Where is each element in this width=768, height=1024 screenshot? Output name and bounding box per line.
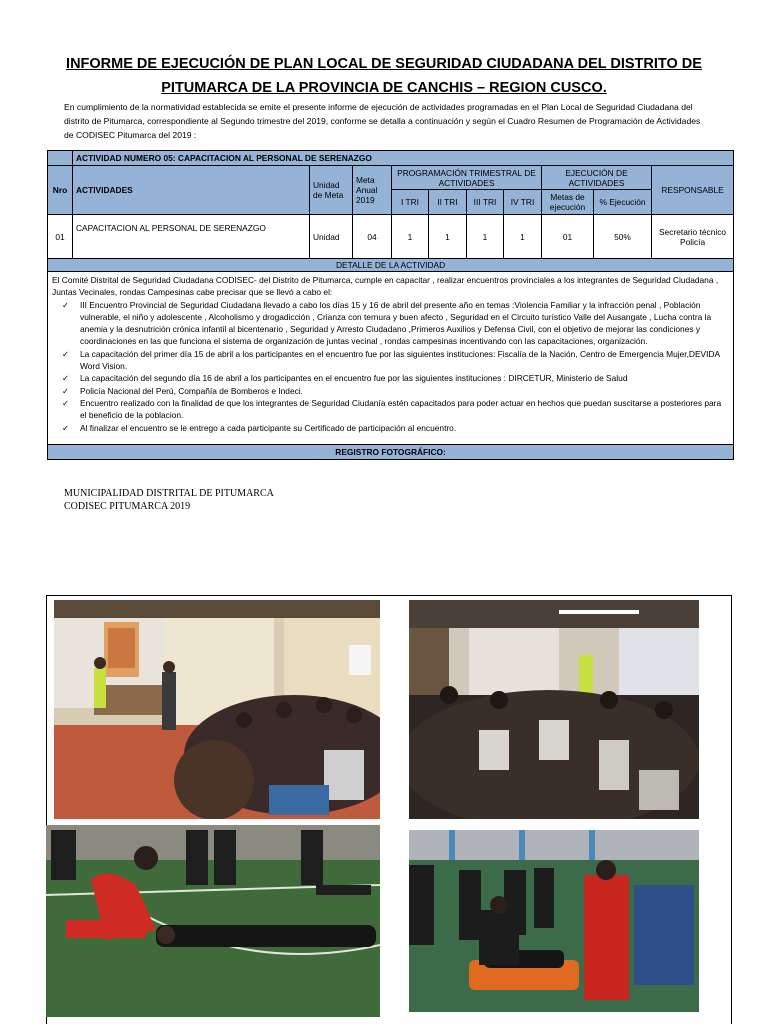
check-icon: ✓ <box>62 348 70 359</box>
detail-list <box>52 299 729 434</box>
col-tri-1: I TRI <box>392 190 429 215</box>
col-tri-2: II TRI <box>429 190 467 215</box>
cell-nro: 01 <box>48 215 73 259</box>
list-item <box>62 372 729 384</box>
check-icon: ✓ <box>62 373 70 384</box>
cell-pct: 50% <box>594 215 652 259</box>
col-ejecucion: EJECUCIÓN DE ACTIVIDADES <box>542 166 652 190</box>
photo-first-aid-demo <box>46 825 380 1017</box>
registro-fotografico: REGISTRO FOTOGRÁFICO: <box>48 444 734 459</box>
col-meta: Meta Anual 2019 <box>353 166 392 215</box>
cell-unidad: Unidad <box>310 215 353 259</box>
list-item-text: La capacitación del primer día 15 de abril a los participantes en el encuentro fue por las siguientes instituciones: Fiscalía de la Nación, Centro de Emergencia Mujer,DEVIDA Word Vision. <box>80 348 720 372</box>
check-icon: ✓ <box>62 397 70 408</box>
detail-intro: El Comité Distrital de Seguridad Ciudadana CODISEC- del Distrito de Pitumarca, cumple en capacitar , realizar encuentros provinciales a los integrantes de Seguridad Ciudadana , Juntas Vecinales, rondas Campesinas cabe precisar que se llevó a cabo el: <box>52 275 719 298</box>
check-icon: ✓ <box>62 299 70 310</box>
list-item <box>62 299 729 348</box>
cell-actividad: CAPACITACION AL PERSONAL DE SERENAZGO <box>73 215 310 259</box>
table-row <box>48 215 734 259</box>
col-pct-ejecucion: % Ejecución <box>594 190 652 215</box>
title-line-2: PITUMARCA DE LA PROVINCIA DE CANCHIS – REGION CUSCO. <box>161 80 607 96</box>
list-item <box>62 348 729 373</box>
col-programacion: PROGRAMACIÓN TRIMESTRAL DE ACTIVIDADES <box>392 166 542 190</box>
col-metas-ejecucion: Metas de ejecución <box>542 190 594 215</box>
detail-body <box>48 272 734 445</box>
list-item <box>62 385 729 397</box>
list-item-text: Encuentro realizado con la finalidad de que los integrantes de Seguridad Ciudanía estén capacitados para poder actuar en hechos que puedan suscitarse a posteriores para el beneficio de la poblacion. <box>80 397 722 421</box>
cell-tri-4: 1 <box>504 215 542 259</box>
cell-tri-3: 1 <box>467 215 504 259</box>
check-icon: ✓ <box>62 422 70 433</box>
title-line-1: INFORME DE EJECUCIÓN DE PLAN LOCAL DE SEGURIDAD CIUDADANA DEL DISTRITO DE <box>66 56 702 72</box>
document-title <box>60 52 708 100</box>
list-item-text: Policía Nacional del Perú, Compañía de Bomberos e Indeci. <box>80 385 303 396</box>
col-actividades: ACTIVIDADES <box>73 166 310 215</box>
cell-metas: 01 <box>542 215 594 259</box>
muni-line-1: MUNICIPALIDAD DISTRITAL DE PITUMARCA <box>64 488 274 499</box>
check-icon: ✓ <box>62 385 70 396</box>
cell-tri-2: 1 <box>429 215 467 259</box>
col-nro: Nro <box>48 166 73 215</box>
col-unidad: Unidad de Meta <box>310 166 353 215</box>
cell-tri-1: 1 <box>392 215 429 259</box>
cell-meta: 04 <box>353 215 392 259</box>
list-item-text: La capacitación del segundo día 16 de abril a los participantes en el encuentro fue por las siguientes instituciones : DIRCETUR, Ministerio de Salud <box>80 373 628 384</box>
list-item-text: Al finalizar el encuentro se le entrego a cada participante su Certificado de participación al encuentro. <box>80 422 457 433</box>
muni-line-2: CODISEC PITUMARCA 2019 <box>64 501 191 512</box>
detail-title: DETALLE DE LA ACTIVIDAD <box>48 259 734 272</box>
col-tri-4: IV TRI <box>504 190 542 215</box>
activity-table <box>47 150 734 460</box>
photo-audience <box>409 600 699 819</box>
list-item <box>62 397 729 422</box>
col-tri-3: III TRI <box>467 190 504 215</box>
cell-responsable: Secretario técnico Policía <box>652 215 734 259</box>
municipality-label <box>64 487 274 513</box>
list-item <box>62 422 729 434</box>
activity-number: ACTIVIDAD NUMERO 05: CAPACITACION AL PERSONAL DE SERENAZGO <box>73 151 734 166</box>
intro-paragraph: En cumplimiento de la normatividad establecida se emite el presente informe de ejecución de actividades programadas en el Plan Local de Seguridad Ciudadana del distrito de Pitumarca, correspondiente al Segundo trimestre del 2019, conforme se detalla a continuación y según el Cuadro Resumen de Programación de Actividades de CODISEC Pitumarca del 2019 : <box>64 102 701 140</box>
list-item-text: III Encuentro Provincial de Seguridad Ciudadana llevado a cabo los días 15 y 16 de abril del presente año en temas :Violencia Familiar y la infracción penal , Población vulnerable, el niño y adolescente , Alcoholismo y drogadicción , Crianza con ternura y buen afecto , Seguridad en el Circuito turístico Valle del Ausangate , Lucha contra la anemia y la desnutrición crónica infantil al bicentenario , Seguridad y Arresto Ciudadano ,Primeros Auxilios y Defensa Civil, con el objetivo de mejorar las condiciones y coordinaciones en las que funciona el sistema de organización de juntas vecinal , rondas campesinas incentivando con las capacitaciones, organización. <box>80 299 712 347</box>
photo-stretcher-exercise <box>409 830 699 1012</box>
photo-meeting-room <box>54 600 380 819</box>
col-responsable: RESPONSABLE <box>652 166 734 215</box>
